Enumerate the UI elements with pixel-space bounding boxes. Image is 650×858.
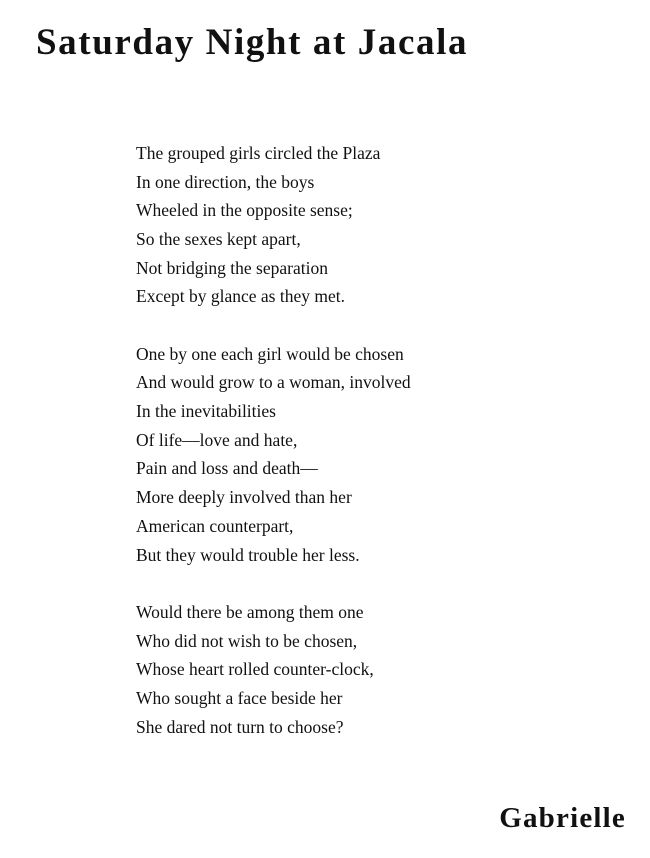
poem-line: Who did not wish to be chosen, bbox=[136, 630, 358, 651]
poem-line: The grouped girls circled the Plaza bbox=[136, 143, 381, 163]
stanza-3 bbox=[136, 598, 616, 741]
poem-line: But they would trouble her less. bbox=[136, 544, 360, 565]
poem-line: Who sought a face beside her bbox=[136, 687, 343, 708]
poem-body bbox=[136, 139, 616, 770]
author-name: Gabrielle bbox=[499, 802, 626, 834]
poem-line: Would there be among them one bbox=[136, 601, 364, 622]
poem-line: So the sexes kept apart, bbox=[136, 229, 301, 250]
poem-line: Of life—love and hate, bbox=[136, 429, 298, 450]
poem-line: American counterpart, bbox=[136, 515, 294, 536]
poem-line: She dared not turn to choose? bbox=[136, 716, 344, 737]
poem-line: Wheeled in the opposite sense; bbox=[136, 200, 353, 221]
poem-line: In one direction, the boys bbox=[136, 171, 315, 192]
poem-line: One by one each girl would be chosen bbox=[136, 343, 404, 364]
poem-line: Pain and loss and death— bbox=[136, 458, 318, 479]
poem-line: Except by glance as they met. bbox=[136, 286, 345, 307]
poem-title: Saturday Night at Jacala bbox=[36, 22, 469, 63]
poem-line: More deeply involved than her bbox=[136, 487, 352, 508]
stanza-1 bbox=[136, 139, 616, 311]
poem-line: In the inevitabilities bbox=[136, 401, 276, 422]
stanza-2 bbox=[136, 340, 616, 570]
poem-line: Not bridging the separation bbox=[136, 257, 328, 278]
poem-line: Whose heart rolled counter-clock, bbox=[136, 659, 374, 680]
poem-line: And would grow to a woman, involved bbox=[136, 372, 411, 393]
